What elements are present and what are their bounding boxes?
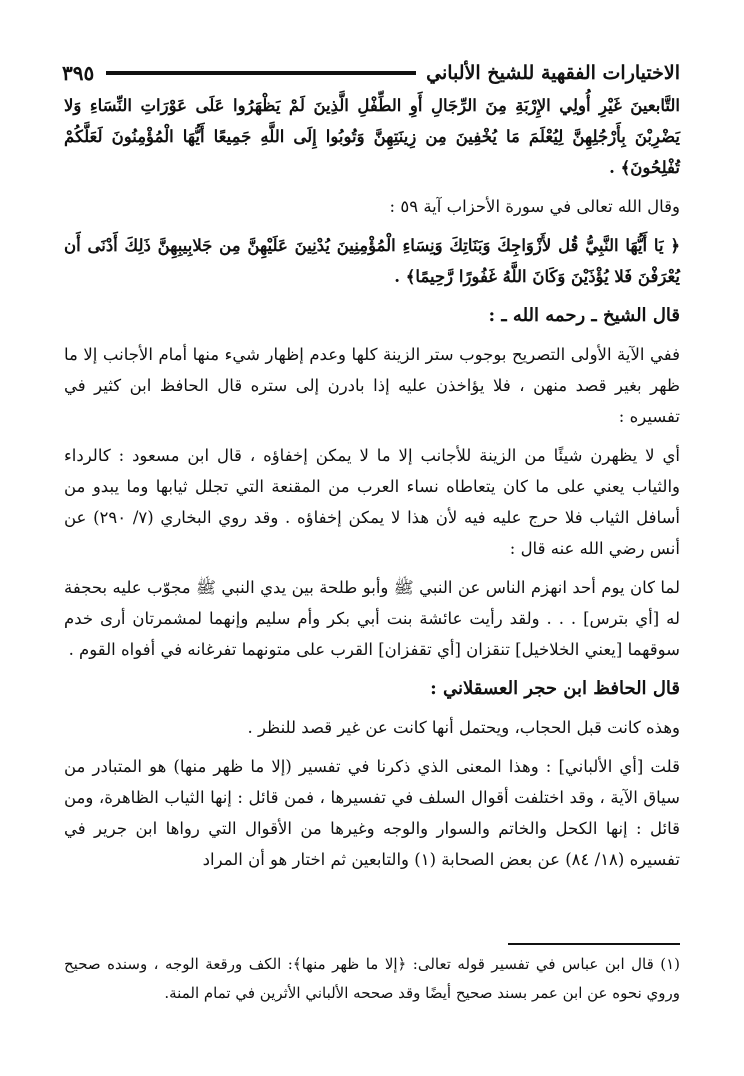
verse-intro: وقال الله تعالى في سورة الأحزاب آية ٥٩ : [389, 197, 680, 216]
footnote [64, 950, 680, 1008]
running-header [62, 58, 680, 88]
quran-verse-ahzab: ﴿ يَا أَيُّهَا النَّبِيُّ قُل لأَزْوَاجِكَ وَبَنَاتِكَ وَنِسَاءِ الْمُؤْمِنِينَ يُدْنِينَ عَلَيْهِنَّ مِن جَلابِيبِهِنَّ ذَلِكَ أَدْنَى أَن يُعْرَفْنَ فَلا يُؤْذَيْنَ وَكَانَ اللَّهُ غَفُورًا رَّحِيمًا﴾ . [64, 236, 680, 286]
quran-verse-continuation: التَّابعينَ غَيْرِ أُولِي الإِرْبَةِ مِنَ الرِّجَالِ أَوِ الطِّفْلِ الَّذِينَ لَمْ يَظْهَرُوا عَلَى عَوْرَاتِ النِّسَاءِ وَلا يَضْرِبْنَ بِأَرْجُلِهِنَّ لِيُعْلَمَ مَا يُخْفِينَ مِن زِينَتِهِنَّ وَتُوبُوا إِلَى اللَّهِ جَمِيعًا أَيُّهَا الْمُؤْمِنُونَ لَعَلَّكُمْ تُفْلِحُونَ﴾ . [64, 96, 680, 177]
footnote-text: (١) قال ابن عباس في تفسير قوله تعالى: ﴿إلا ما ظهر منها﴾: الكف ورقعة الوجه ، وسنده صحيح وروي نحوه عن ابن عمر بسند صحيح أيضًا وقد صححه الألباني الأثرين في تمام المنة. [64, 955, 680, 1002]
paragraph-hadith-anas: لما كان يوم أحد انهزم الناس عن النبي ﷺ وأبو طلحة بين يدي النبي ﷺ مجوّب عليه بحجفة له [أي بترس] . . . ولقد رأيت عائشة بنت أبي بكر وأم سليم وإنهما لمشمرتان أرى خدم سوقهما [يعني الخلاخيل] تنقزان [أي تقفزان] القرب على متونهما تفرغانه في أفواه القوم . [64, 578, 680, 659]
footnote-divider [508, 943, 680, 945]
section-heading-sheikh: قال الشيخ ـ رحمه الله ـ : [488, 305, 680, 326]
header-title: الاختيارات الفقهية للشيخ الألباني [426, 62, 680, 84]
page-body [64, 90, 680, 875]
paragraph-commentary: ففي الآية الأولى التصريح بوجوب ستر الزينة كلها وعدم إظهار شيء منها أمام الأجانب إلا ما ظهر بغير قصد منهن ، فلا يؤاخذن عليه إذا بادرن إلى ستره قال الحافظ ابن كثير في تفسيره : [64, 345, 680, 426]
paragraph-ibn-kathir-quote: أي لا يظهرن شيئًا من الزينة للأجانب إلا ما لا يمكن إخفاؤه ، قال ابن مسعود : كالرداء والثياب يعني على ما كان يتعاطاه نساء العرب من المقنعة التي تجلل ثيابها وما يبدو من أسافل الثياب فلا حرج عليه فيه لأن هذا لا يمكن إخفاؤه . وقد روي البخاري (٧/ ٢٩٠) عن أنس رضي الله عنه قال : [64, 446, 680, 558]
paragraph-albani: قلت [أي الألباني] : وهذا المعنى الذي ذكرنا في تفسير (إلا ما ظهر منها) هو المتبادر من سياق الآية ، وقد اختلفت أقوال السلف في تفسيرها ، فمن قائل : إنها الثياب الظاهرة، ومن قائل : إنها الكحل والخاتم والسوار والوجه وغيرها من الأقوال التي رواها ابن جرير في تفسيره (١٨/ ٨٤) عن بعض الصحابة (١) والتابعين ثم اختار هو أن المراد [64, 757, 680, 869]
page-number: ٣٩٥ [62, 61, 95, 85]
header-rule [106, 71, 416, 75]
paragraph-ibn-hajar-quote: وهذه كانت قبل الحجاب، ويحتمل أنها كانت عن غير قصد للنظر . [247, 718, 680, 737]
section-heading-ibn-hajar: قال الحافظ ابن حجر العسقلاني : [430, 678, 680, 699]
